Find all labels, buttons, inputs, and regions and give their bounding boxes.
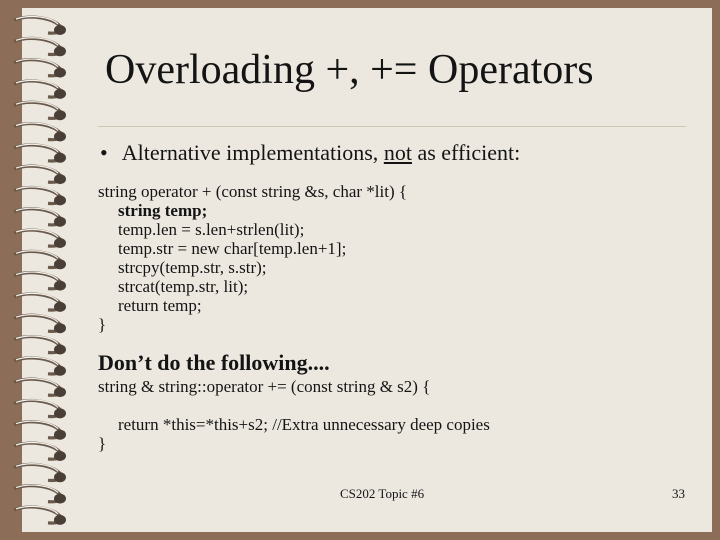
code-line: }: [98, 434, 107, 453]
binding-hole: [54, 195, 66, 205]
code-line: strcpy(temp.str, s.str);: [118, 258, 267, 277]
code-block-dont: [98, 377, 490, 453]
dont-heading: Don’t do the following....: [98, 350, 330, 375]
binding-hole: [54, 46, 66, 56]
binding-hole: [54, 25, 66, 35]
code-line: string temp;: [118, 201, 208, 220]
binding-hole: [54, 132, 66, 142]
binding-hole: [54, 323, 66, 333]
footer-topic: CS202 Topic #6: [340, 486, 425, 501]
bullet-text-before: Alternative implementations,: [121, 140, 384, 165]
binding-hole: [54, 174, 66, 184]
binding-hole: [54, 68, 66, 78]
binding-hole: [54, 89, 66, 99]
binding-hole: [54, 515, 66, 525]
binding-hole: [54, 153, 66, 163]
code-line: strcat(temp.str, lit);: [118, 277, 249, 296]
code-line: string operator + (const string &s, char *lit) {: [98, 182, 408, 201]
slide-title: Overloading +, += Operators: [105, 47, 594, 93]
binding-hole: [54, 494, 66, 504]
binding-hole: [54, 259, 66, 269]
binding-hole: [54, 281, 66, 291]
binding-hole: [54, 408, 66, 418]
code-line: temp.str = new char[temp.len+1];: [118, 239, 347, 258]
code-line: return temp;: [118, 296, 202, 315]
bullet-emphasis: not: [383, 140, 412, 165]
binding-hole: [54, 451, 66, 461]
binding-hole: [54, 430, 66, 440]
bullet-dot-icon: •: [100, 140, 108, 165]
bullet-text-after: as efficient:: [411, 140, 521, 165]
bullet-point: [100, 140, 520, 166]
binding-hole: [54, 472, 66, 482]
code-line: temp.len = s.len+strlen(lit);: [118, 220, 305, 239]
code-block-alternative: [98, 182, 407, 334]
page-number: 33: [672, 486, 685, 501]
binding-hole: [54, 387, 66, 397]
code-line: }: [98, 315, 107, 334]
spiral-binding-icon: [0, 0, 80, 540]
binding-hole: [54, 238, 66, 248]
binding-hole: [54, 302, 66, 312]
title-divider: [98, 126, 686, 127]
binding-hole: [54, 217, 66, 227]
code-line: string & string::operator += (const string & s2) {: [98, 377, 431, 396]
binding-hole: [54, 345, 66, 355]
binding-hole: [54, 366, 66, 376]
code-line: return *this=*this+s2; //Extra unnecessary deep copies: [118, 415, 490, 434]
binding-hole: [54, 110, 66, 120]
